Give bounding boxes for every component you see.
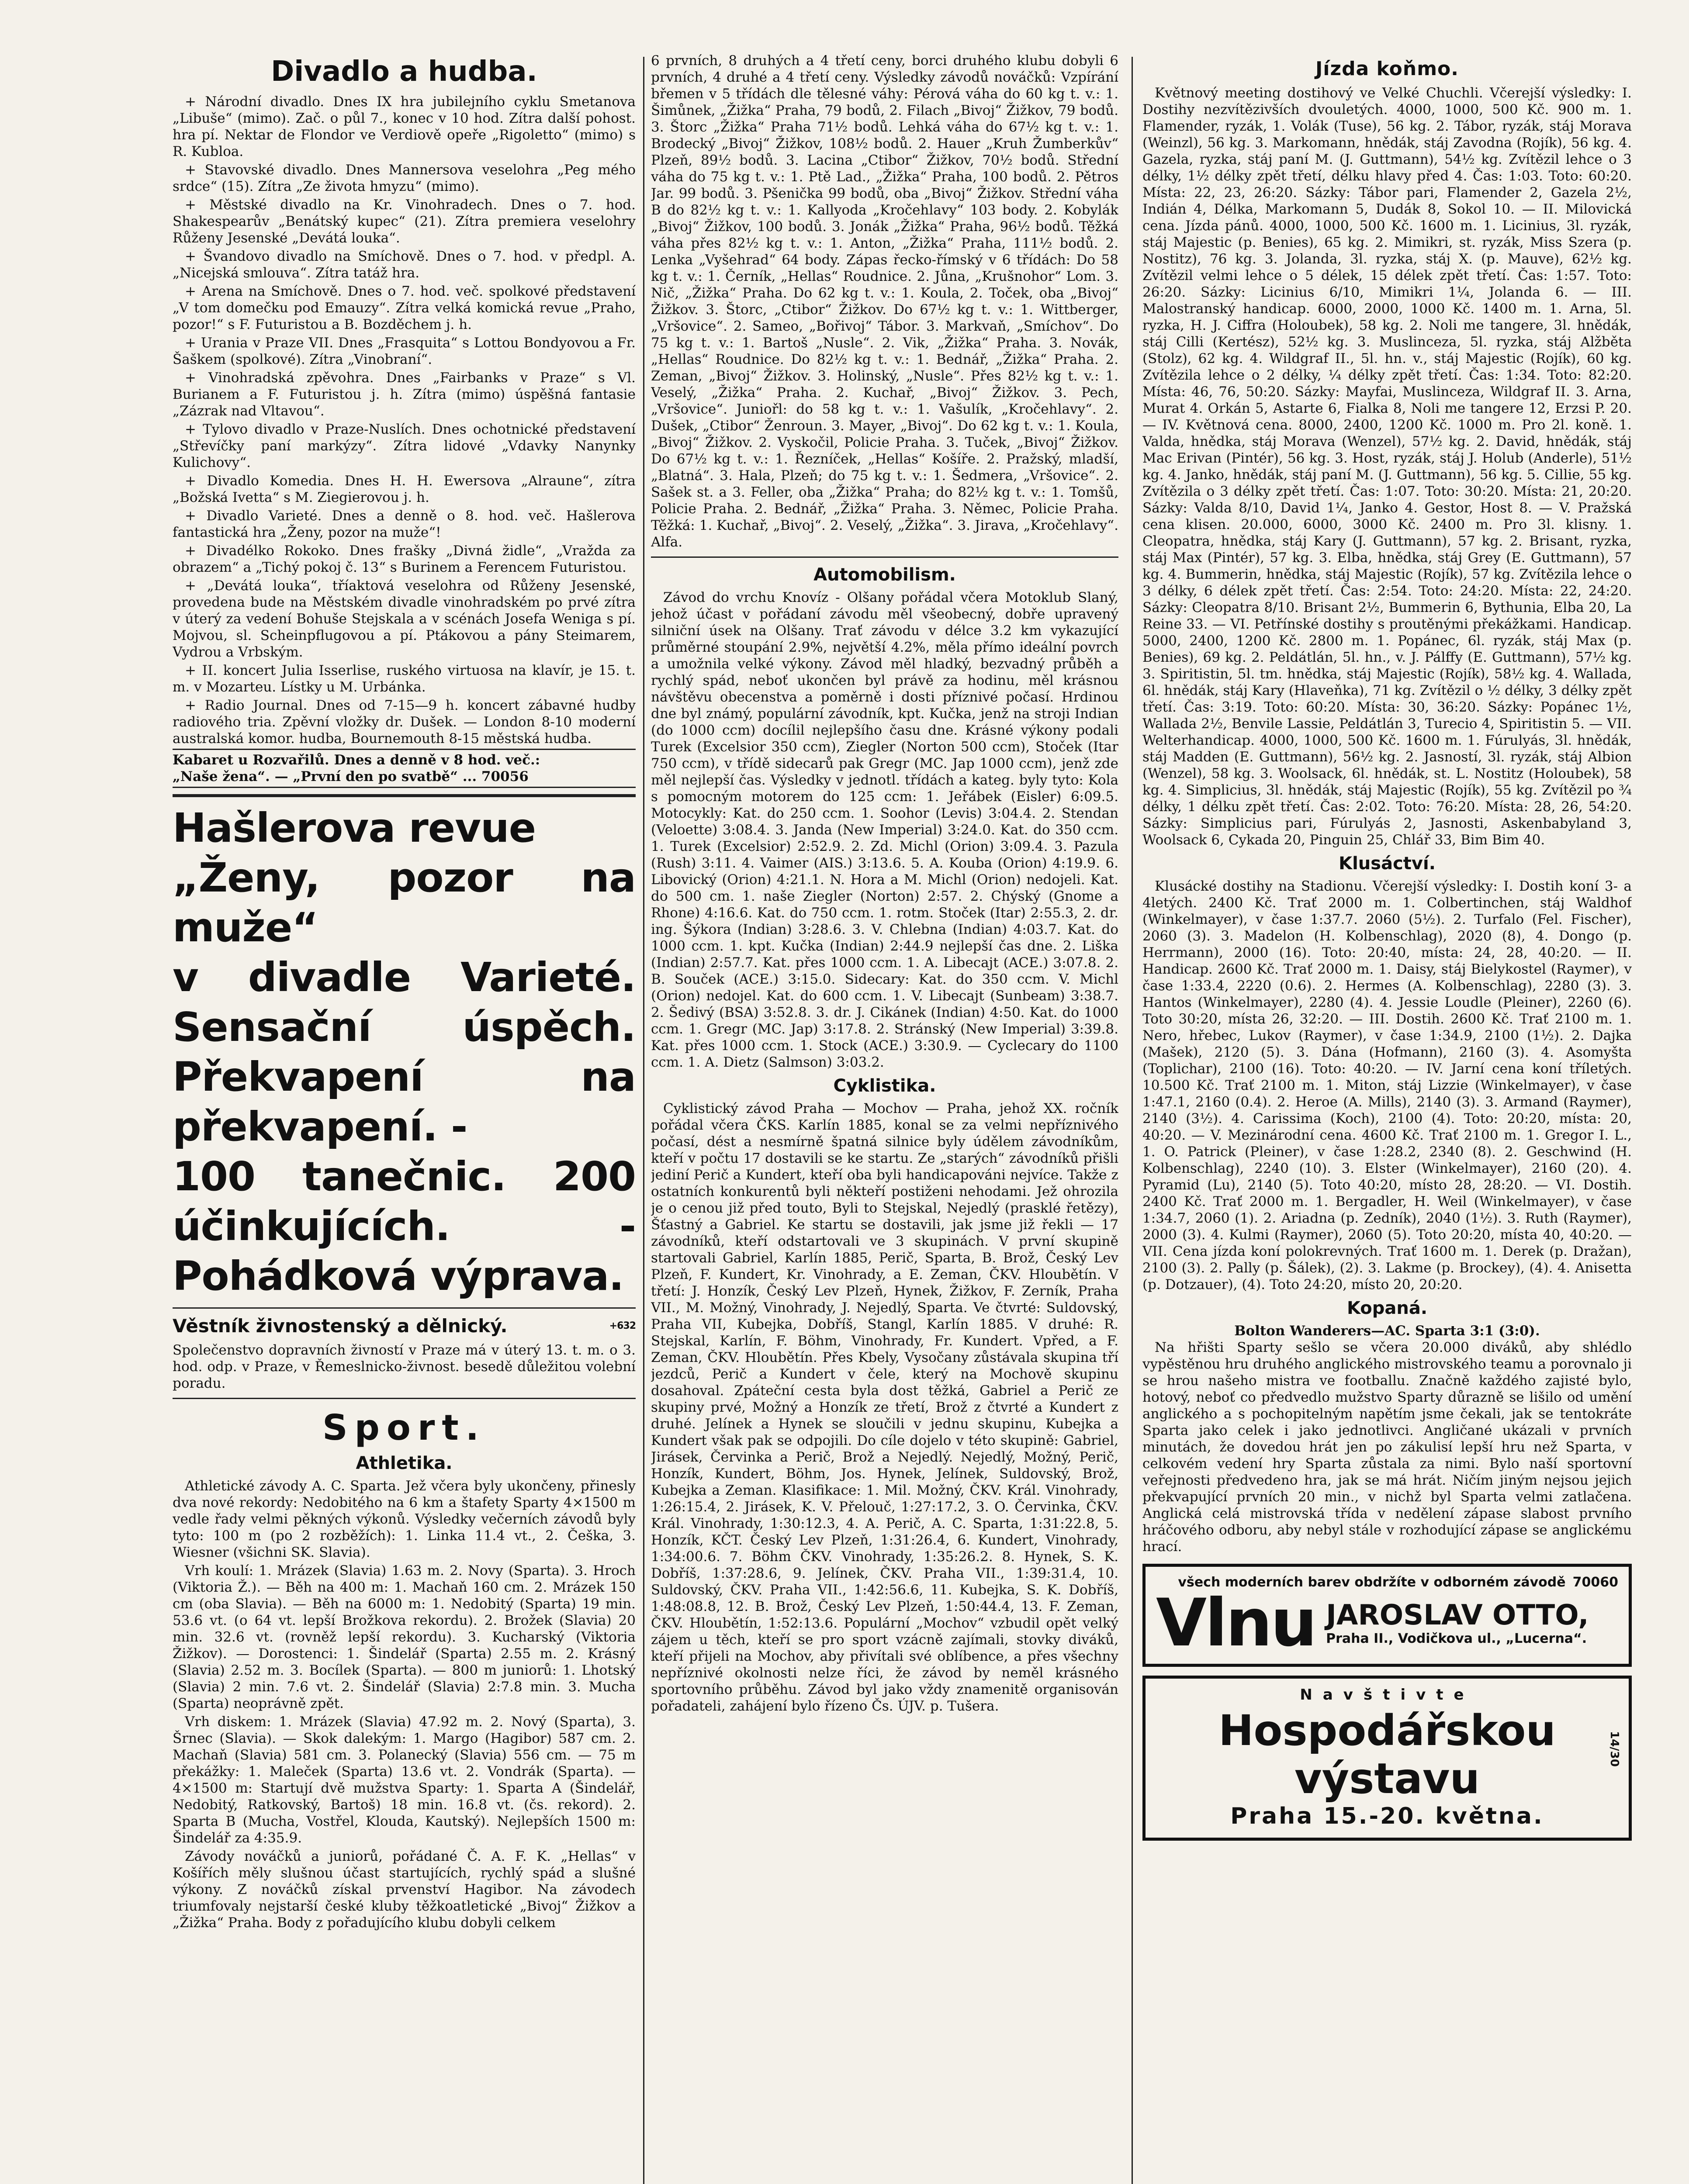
kabaret-line: „Naše žena“. — „První den po svatbě“ ... 70056 — [173, 769, 529, 784]
hasler-line: „Ženy, pozor na muže“ — [173, 854, 636, 951]
divadlo-item: + II. koncert Julia Isserlise, ruského virtuosa na klavír, je 15. t. m. v Mozarteu. Lístky u M. Urbánka. — [173, 663, 636, 695]
divadlo-item: + Divadlo Komedia. Dnes H. H. Ewersova „Alraune“, zítra „Božská Ivetta“ s M. Ziegierovou j. h. — [173, 473, 636, 505]
match-heading: Bolton Wanderers—AC. Sparta 3:1 (3:0). — [1234, 1323, 1540, 1339]
automobilism-heading: Automobilism. — [813, 565, 956, 585]
divadlo-list — [173, 93, 636, 747]
athletika-paragraph: Závody nováčků a juniorů, pořádané Č. A. F. K. „Hellas“ v Košířích měly slušnou účast startujících, rychlý spád a slušné výkony. Z nováčků získal prvenství Hagibor. Na závodech triumfovaly nejstarší české kluby těžkoatletické „Bivoj“ Žižkov a „Žižka“ Praha. Body z pořadujícího klubu dobyli celkem — [173, 1849, 636, 1931]
divadlo-item: + Tylovo divadlo v Praze-Nuslích. Dnes ochotnické představení „Střevíčky paní markýzy“. Zítra lidové „Vdavky Nanynky Kulichovy“. — [173, 422, 636, 470]
cyklistika-heading: Cyklistika. — [833, 1076, 936, 1096]
divadlo-item: + Městské divadlo na Kr. Vinohradech. Dnes o 7. hod. Shakespearův „Benátský kupec“ (21). Zítra premiera veselohry Růženy Jesenské „Devátá louka“. — [173, 197, 636, 246]
hasler-line: v divadle Varieté. Sensační úspěch. Překvapení na překvapení. - — [173, 954, 636, 1150]
cyklistika-text: Cyklistický závod Praha — Mochov — Praha, jehož XX. ročník pořádal včera ČKS. Karlín 1885, konal se za velmi nepříznivého počasí, dést a nesmírně špatná silnice byly údělem závodníkům, kteří v počtu 17 dostavili se ke startu. Ze „starých“ závodníků přišli jediní Perič a Kundert, kteří oba byli handicapováni nejvíce. Takže z ostatních konkurentů byli někteří postiženi nehodami. Jež ohrozila je o cenou již před touto, Byli to Stejskal, Nejedlý (prasklé řetězy), Šťastný a Gabriel. Ke startu se dostavili, jak jsme již řekli — 17 závodníků, kteří odstartovali ve 3 skupinách. V první skupině startovali Gabriel, Karlín 1885, Perič, Sparta, B. Brož, Český Lev Plzeň, F. Kundert, Kr. Vinohrady, a E. Zeman, ČKV. Hloubětín. V třetí: J. Honzík, Český Lev Plzeň, Hynek, Žižkov, F. Zerník, Praha VII., M. Možný, Vinohrady, J. Nejedlý, Sparta. Ve čtvrté: Suldovský, Praha VII, Kubejka, Dobříš, Stangl, Karlín 1885. V druhé: R. Stejskal, Karlín, F. Böhm, Vinohrady, Fr. Kundert. Vpřed, a F. Zeman, ČKV. Hloubětín. Přes Kbely, Vysočany zůstávala skupina tří jezdců, Perič a Kundert v čele, který na Mochově skupinu dosahoval. Zpáteční cesta byla dost těžká, Gabriel a Perič ze skupiny prvé, Možný a Honzík ze třetí, Brož z čtvrté a Kundert z druhé. Jelínek a Hynek se sloučili v jednu skupinu, Kubejka a Kundert však pak se odpojili. Do cíle dojelo v této skupině: Gabriel, Jirásek, Červinka a Perič, Brož a Nejedlý. Nejedlý, Možný, Perič, Honzík, Kundert, Böhm, Jos. Hynek, Jelínek, Suldovský, Brož, Kubejka a Zeman. Klasifikace: 1. Mil. Možný, ČKV. Král. Vinohrady, 1:26:15.4, 2. Jirásek, K. V. Přelouč, 1:27:17.2, 3. O. Červinka, ČKV. Král. Vinohrady, 1:30:12.3, 4. A. Perič, A. C. Sparta, 1:31:22.8, 5. Honzík, KČT. Český Lev Plzeň, 1:31:26.4, 6. Kundert, Vinohrady, 1:34:00.6. 7. Böhm ČKV. Vinohrady, 1:35:26.2. 8. Hynek, S. K. Dobříš, 1:37:28.6, 9. Jelínek, ČKV. Praha VII., 1:39:31.4, 10. Suldovský, ČKV. Praha VII., 1:42:56.6, 11. Kubejka, S. K. Dobříš, 1:48:08.8, 12. B. Brož, Český Lev Plzeň, 1:50:44.4, 13. F. Zeman, ČKV. Hloubětín, 1:52:13.6. Populární „Mochov“ vzbudil opět velký zájem u těch, kteří se pro sport vzácně zajímali, stovky diváků, kteří přijeli na Mochov, aby přivítali své oblíbence, a přes všechny nepříznivé okolnosti nelze říci, že závod by neměl krásného sportovního průběhu. Závod byl jako vždy znamenitě organisován pořadateli, zahájení bylo řízeno Čs. ÚJV. p. Tušera. — [651, 1101, 1118, 1714]
column-divider — [1132, 57, 1133, 2184]
athletika-paragraph: Vrh diskem: 1. Mrázek (Slavia) 47.92 m. 2. Nový (Sparta), 3. Šrnec (Slavia). — Skok dalekým: 1. Margo (Hagibor) 587 cm. 2. Machaň (Slavia) 581 cm. 3. Polanecký (Slavia) 556 cm. — 75 m překážky: 1. Maleček (Sparta) 13.6 vt. 2. Vondrák (Sparta). — 4×1500 m: Startují dvě mužstva Sparty: 1. Sparta A (Šindelář, Nedobitý, Ratkovský, Bartoš) 18 min. 16.8 vt. (čs. rekord). 2. Sparta B (Mucha, Vostřel, Klouda, Kautský). Nejlepších 1500 m: Šindelář za 4:35.9. — [173, 1714, 636, 1846]
jizda-heading: Jízda koňmo. — [1315, 58, 1459, 80]
divider — [173, 1307, 636, 1309]
otto-wool-ad — [1142, 1564, 1632, 1667]
divadlo-item: + Vinohradská zpěvohra. Dnes „Fairbanks v Praze“ s Vl. Burianem a F. Futuristou j. h. Zítra (mimo) úspěšná fantasie „Zázrak nad Vltavou“. — [173, 370, 636, 419]
divadlo-item: + Švandovo divadlo na Smíchově. Dnes o 7. hod. v předpl. A. „Nicejská smlouva“. Zítra tatáž hra. — [173, 249, 636, 281]
divadlo-item: + Divadlo Varieté. Dnes a denně o 8. hod. več. Hašlerova fantastická hra „Ženy, pozor na muže“! — [173, 508, 636, 540]
klusacky-heading: Klusáctví. — [1339, 854, 1436, 874]
hasler-line: Hašlerova revue — [173, 805, 536, 851]
otto-number: 70060 — [1572, 1575, 1618, 1590]
divadlo-item: + Národní divadlo. Dnes IX hra jubilejního cyklu Smetanova „Libuše“ (mimo). Zač. o půl 7., konec v 10 hod. Zítra další pohost. hra pí. Nektar de Flondor ve Verdiově opeře „Rigoletto“ (mimo) s R. Kubloa. — [173, 94, 636, 159]
otto-top-text: všech moderních barev obdržíte v odborném závodě — [1178, 1575, 1566, 1590]
hasler-line: 100 tanečnic. 200 účinkujících. - Pohádková výprava. — [173, 1153, 636, 1299]
middle-column — [651, 52, 1118, 2184]
automobilism-text: Závod do vrchu Knovíz - Olšany pořádal včera Motoklub Slaný, jehož účast v pořádaní závodu měl všeobecný, dobře upravený silniční úsek na Olšany. Trať závodu v délce 3.2 km vykazující průměrné stoupání 2.9%, největší 4.2%, měla přímo ideální povrch a umožnila velké výkony. Závod měl hladký, bezvadný průběh a rychlý spád, neboť ukončen byl právě za hodinu, měl krásnou návštěvu obecenstva a poměrně i dosti příznivé počasí. Hrdinou dne byl známý, populární závodník, kpt. Kučka, jenž na stroji Indian (do 1000 ccm) docílil nejlepšího času dne. Krásné výkony podali Turek (Excelsior 350 ccm), Ziegler (Norton 500 ccm), Stoček (Itar 750 ccm), v třídě sidecarů pak Gregr (MC. Jap 1000 ccm), jenž zde měl nejlepší čas. Výsledky v jednotl. třídách a kateg. byly tyto: Kola s pomocným motorem do 125 ccm: 1. Jeřábek (Eisler) 6:09.5. Motocykly: Kat. do 250 ccm. 1. Soohor (Levis) 3:04.4. 2. Stendan (Veloette) 3:08.4. 3. Janda (New Imperial) 3:24.0. Kat. do 350 ccm. 1. Turek (Excelsior) 2:52.9. 2. Zd. Michl (Orion) 3:09.4. 3. Pazula (Rush) 3:11. 4. Vaimer (AIS.) 3:13.6. 5. A. Kouba (Orion) 4:19.9. 6. Libovický (Orion) 4:21.1. N. Hora a M. Michl (Orion) nedojeli. Kat. do 500 cm. 1. naše Ziegler (Norton) 2:57. 2. Chýský (Gnome a Rhone) 4:16.6. Kat. do 750 ccm. 1. rotm. Stoček (Itar) 2:55.3, 2. dr. ing. Šýkora (Indian) 3:28.6. 3. V. Chlebna (Indian) 4:03.7. Kat. do 1000 ccm. 1. kpt. Kučka (Indian) 2:44.9 nejlepší čas dne. 2. Liška (Indian) 2:57.7. Kat. přes 1000 ccm. 1. A. Libecajt (ACE.) 3:07.8. 2. B. Souček (ACE.) 3:15.0. Sidecary: Kat. do 350 ccm. V. Michl (Orion) nedojel. Kat. do 600 ccm. 1. V. Libecajt (Sunbeam) 3:38.7. 2. Šedivý (BSA) 3:52.8. 3. dr. J. Cikánek (Indian) 4:50. Kat. do 1000 ccm. 1. Gregr (MC. Jap) 3:17.8. 2. Stránský (New Imperial) 3:39.8. Kat. přes 1000 ccm. 1. Stock (ACE.) 3:30.9. — Cyclecary do 1100 ccm. 1. A. Dietz (Salmson) 3:03.2. — [651, 590, 1118, 1070]
expo-title: Hospodářskou výstavu — [1218, 1706, 1556, 1803]
kabaret-line: Kabaret u Rozvařilů. Dnes a denně v 8 hod. več.: — [173, 752, 540, 768]
divider — [173, 1398, 636, 1399]
otto-big-word: Vlnu — [1156, 1585, 1316, 1661]
otto-main — [1156, 1585, 1618, 1661]
sport-heading: Sport. — [322, 1407, 486, 1448]
divadlo-item: + Urania v Praze VII. Dnes „Frasquita“ s Lottou Bondyovou a Fr. Šaškem (spolkové). Zítra „Vinobraní“. — [173, 335, 636, 367]
otto-address: Praha II., Vodičkova ul., „Lucerna“. — [1326, 1631, 1587, 1646]
divadlo-item: + Divadélko Rokoko. Dnes frašky „Divná židle“, „Vražda za obrazem“ a „Tichý pokoj č. 13“ s Burinem a Ferencem Futuristou. — [173, 543, 636, 575]
athletika-paragraph: Vrh koulí: 1. Mrázek (Slavia) 1.63 m. 2. Novy (Sparta). 3. Hroch (Viktoria Ž.). — Běh na 400 m: 1. Machaň 160 cm. 2. Mrázek 150 cm (oba Slavia). — Běh na 6000 m: 1. Nedobitý (Sparta) 19 min. 53.6 vt. (o 64 vt. lepší Brožkova rekordu). 2. Brožek (Slavia) 20 min. 32.6 vt. (rovněž lepší rekordu). 3. Kucharský (Viktoria Žižkov). — Dorostenci: 1. Šindelář (Sparta) 2.55 m. 2. Krásný (Slavia) 2.52 m. 3. Bocílek (Sparta). — 800 m juniorů: 1. Lhotský (Slavia) 2 min. 7.6 vt. 2. Šindelář (Slavia) 2:7.8 min. 3. Mucha (Sparta) neoprávně zpět. — [173, 1563, 636, 1711]
right-column — [1142, 52, 1632, 2184]
weightlifting-results: 6 prvních, 8 druhých a 4 třetí ceny, borci druhého klubu dobyli 6 prvních, 4 druhé a 4 třetí ceny. Výsledky závodů nováčků: Vzpírání břemen v 5 třídách dle tělesné váhy: Pérová váha do 60 kg t. v.: 1. Šimůnek, „Žižka“ Praha, 79 bodů, 2. Filach „Bivoj“ Žižkov, 79 bodů. 3. Štorc „Žižka“ Praha 71½ bodů. Lehká váha do 67½ kg t. v.: 1. Brodecký „Bivoj“ Žižkov, 108½ bodů. 2. Hauer „Kruh Žumberkův“ Plzeň, 89½ bodů. 3. Lacina „Ctibor“ Žižkov, 70½ bodů. Střední váha do 75 kg t. v.: 1. Ptě Lad., „Žižka“ Praha, 100 bodů. 2. Pětros Jar. 99 bodů. 3. Pšenička 99 bodů, oba „Bivoj“ Žižkov. Střední váha B do 82½ kg t. v.: 1. Kallyoda „Kročehlavy“ 103 body. 2. Kobylák „Bivoj“ Žižkov, 100 bodů. 3. Jonák „Žižka“ Praha, 96½ bodů. Těžká váha přes 82½ kg t. v.: 1. Anton, „Žižka“ Praha, 111½ bodů. 2. Lenka „Vyšehrad“ 64 body. Zápas řecko-římský v 6 třídách: Do 58 kg t. v.: 1. Černík, „Hellas“ Roudnice. 2. Jůna, „Krušnohor“ Lom. 3. Nič, „Žižka“ Praha. Do 62 kg t. v.: 1. Koula, 2. Toček, oba „Bivoj“ Žižkov. 3. Štorc, „Ctibor“ Žižkov. Do 67½ kg t. v.: 1. Wittberger, „Vršovice“. 2. Sameo, „Bořivoj“ Tábor. 3. Markvaň, „Smíchov“. Do 75 kg t. v.: 1. Bartoš „Nusle“. 2. Vik, „Žižka“ Praha. 3. Novák, „Hellas“ Roudnice. Do 82½ kg t. v.: 1. Bednář, „Žižka“ Praha. 2. Zeman, „Bivoj“ Žižkov. 3. Holinský, „Nusle“. Přes 82½ kg t. v.: 1. Veselý, „Žižka“ Praha. 2. Kuchař, „Bivoj“ Žižkov. 3. Pech, „Vršovice“. Juniořl: do 58 kg t. v.: 1. Vašulík, „Kročehlavy“. 2. Dušek, „Ctibor“ Ženroun. 3. Mayer, „Bivoj“. Do 62 kg t. v.: 1. Koula, „Bivoj“ Žižkov. 2. Vyskočil, Policie Praha. 3. Tuček, „Bivoj“ Žižkov. Do 67½ kg t. v.: 1. Řezníček, „Hellas“ Košíře. 2. Pražský, mladší, „Blatná“. 3. Hala, Plzeň; do 75 kg t. v.: 1. Šedmera, „Vršovice“. 2. Sašek st. a 3. Feller, oba „Žižka“ Praha; do 82½ kg t. v.: 1. Tomšů, Policie Praha. 2. Bednář, „Žižka“ Praha. 3. Němec, Policie Praha. Těžká: 1. Kuchař, „Bivoj“. 2. Veselý, „Žižka“. 3. Jirava, „Kročehlavy“. Alfa. — [651, 53, 1118, 550]
athletika-paragraph: Athletické závody A. C. Sparta. Jež včera byly ukončeny, přinesly dva nové rekordy: Nedobitého na 6 km a štafety Sparty 4×1500 m vedle řady velmi pěkných výkonů. Výsledky večerních závodů byly tyto: 100 m (po 2 rozběžích): 1. Linka 11.4 vt., 2. Češka, 3. Wiesner (všichni SK. Slavia). — [173, 1478, 636, 1560]
klusacky-text: Klusácké dostihy na Stadionu. Včerejší výsledky: I. Dostih koní 3- a 4letých. 2400 Kč. Trať 2000 m. 1. Colbertinchen, stáj Waldhof (Winkelmayer), v čase 1:37.7. 2060 (5½). 2. Turfalo (Fel. Fischer), 2060 (3). 3. Madelon (H. Kolbenschlag), 2020 (8), 4. Dongo (p. Herrmann), 2000 (16). Toto: 20:40, místa: 24, 28, 40:20. — II. Handicap. 2600 Kč. Trať 2000 m. 1. Daisy, stáj Bielykostel (Raymer), v čase 1:33.4, 2220 (0.6). 2. Hermes (A. Kolbenschlag), 2280 (3). 3. Hantos (Winkelmayer), 2280 (4). 4. Jessie Loudle (Pleiner), 2260 (6). Toto 30:20, místa 26, 32:20. — III. Dostih. 2600 Kč. Trať 2100 m. 1. Nero, hřebec, Lukov (Raymer), v čase 1:34.9, 2100 (1½). 2. Dajka (Mašek), 2120 (5). 3. Dána (Hofmann), 2160 (3). 4. Asomyšta (Toplichar), 2100 (16). Toto: 40:20. — IV. Jarní cena koní tříletých. 10.500 Kč. Trať 2100 m. 1. Miton, stáj Lizzie (Winkelmayer), v čase 1:47.1, 2160 (0.4). 2. Heroe (A. Mills), 2140 (3). 3. Armand (Raymer), 2140 (3½). 4. Carissima (Koch), 2100 (4). Toto: 20:20, místa: 20, 40:20. — V. Mezinárodní cena. 4600 Kč. Trať 2100 m. 1. Gregor I. L., 1. O. Patrick (Pleiner), v čase 1:28.2, 2340 (8). 2. Geschwind (H. Kolbenschlag), 2240 (10). 3. Elster (Winkelmayer), 2160 (20). 4. Pyramid (Lu), 2140 (5). Toto 40:20, místo 28, 28:20. — VI. Dostih. 2400 Kč. Trať 2000 m. 1. Bergadler, H. Weil (Winkelmayer), v čase 1:34.7, 2060 (1). 2. Ariadna (p. Zedník), 2040 (1½). 3. Ruth (Raymer), 2000 (3). 4. Kulmi (Raymer), 2060 (5). Toto 20:20, místa 40, 40:20. — VII. Cena jízda koní polokrevných. Trať 1600 m. 1. Derek (p. Dražan), 2100 (3). 2. Pally (p. Šálek), (2). 3. Lakme (p. Brockey), (4). 4. Anisetta (p. Dotzauer), (4). Toto 24:20, místo 20, 20:20. — [1142, 878, 1632, 1292]
athletika-heading: Athletika. — [356, 1453, 453, 1473]
divadlo-item: + Radio Journal. Dnes od 7-15—9 h. koncert zábavné hudby radiového tria. Zpěvní vložky dr. Dušek. — London 8-10 moderní australská komor. hudba, Bournemouth 8-15 městská hudba. — [173, 698, 636, 746]
divadlo-item: + Stavovské divadlo. Dnes Mannersova veselohra „Peg mého srdce“ (15). Zítra „Ze života hmyzu“ (mimo). — [173, 162, 636, 194]
expo-ad — [1142, 1676, 1632, 1841]
ad-number: +632 — [609, 1320, 636, 1331]
kopana-heading: Kopaná. — [1346, 1298, 1428, 1318]
otto-name: JAROSLAV OTTO, — [1326, 1599, 1589, 1631]
left-column — [173, 52, 636, 2184]
divadlo-item: + Arena na Smíchově. Dnes o 7. hod. več. spolkové představení „V tom domečku pod Emauzy“. Zítra velká komická revue „Praho, pozor!“ s F. Futuristou a B. Bozděchem j. h. — [173, 283, 636, 332]
otto-contact — [1326, 1600, 1589, 1647]
expo-visit: Navštivte — [1300, 1686, 1474, 1704]
jizda-text: Květnový meeting dostihový ve Velké Chuchli. Včerejší výsledky: I. Dostihy nezvítězivších dvouletých. 4000, 1000, 500 Kč. 900 m. 1. Flamender, ryzák, 1. Volák (Tuse), 56 kg. 2. Tábor, ryzák, stáj Morava (Weinzl), 56 kg. 3. Markomann, hnědák, stáj Zavodna (Rojík), 56 kg. 4. Gazela, ryzka, stáj paní M. (J. Guttmann), 54½ kg. Zvítězil lehce o 3 délky, 1½ délky zpět třetí, délku hlavy před 4. Čas: 1:03. Toto: 60:20. Místa: 22, 23, 26:20. Sázky: Tábor pari, Flamender 2, Gazela 2½, Indián 4, Délka, Markomann 5, Dudák 8, Sokol 10. — II. Milovická cena. Jízda pánů. 4000, 1000, 500 Kč. 1600 m. 1. Licinius, 3l. ryzák, stáj Majestic (p. Benies), 65 kg. 2. Mimikri, st. ryzák, Miss Szera (p. Nostitz), 76 kg. 3. Jolanda, 3l. ryzka, stáj X. (p. Mauve), 62½ kg. Zvítězil velmi lehce o 5 délek, 15 délek zpět třetí. Čas: 1:57. Toto: 26:20. Sázky: Licinius 6/10, Mimikri 1¼, Jolanda 6. — III. Malostranský handicap. 6000, 2000, 1000 Kč. 1400 m. 1. Arna, 5l. ryzka, H. J. Ciffra (Holoubek), 58 kg. 2. Noli me tangere, 3l. hnědák, stáj Cilli (Kertész), 52½ kg. 3. Muslinceza, 5l. ryzka, stáj Alžběta (Stolz), 62 kg. 4. Wildgraf II., 5l. hn. v., stáj Majestic (Rojík), 60 kg. Zvítězila lehce o 2 délky, ¼ délky zpět třetí. Čas: 1:34. Toto: 82:20. Místa: 46, 76, 50:20. Sázky: Mayfai, Muslinceza, Wildgraf II. 3. Arna, Murat 4. Orkán 5, Astarte 6, Fialka 8, Noli me tangere 12, Erzsi P. 20. — IV. Květnová cena. 8000, 2400, 1200 Kč. 1000 m. Pro 2l. koně. 1. Valda, hnědka, stáj Morava (Wenzel), 57½ kg. 2. David, hnědák, stáj Mac Erivan (Pintér), 56 kg. 3. Host, ryzák, stáj J. Holub (Anderle), 51½ kg. 4. Janko, hnědák, stáj paní M. (J. Guttmann), 56 kg. 5. Cillie, 55 kg. Zvítězila o 3 délky zpět třetí. Čas: 1:07. Toto: 30:20. Místa: 21, 20:20. Sázky: Valda 8/10, David 1¼, Janko 4. Gestor, Host 8. — V. Pražská cena klisen. 20.000, 6000, 3000 Kč. 2400 m. Pro 3l. klisny. 1. Cleopatra, hnědka, stáj Kary (J. Guttmann), 57 kg. 2. Brisant, ryzka, stáj Max (Pintér), 57 kg. 3. Elba, hnědka, stáj Grey (E. Guttmann), 57 kg. 4. Bummerin, hnědka, stáj Majestic (Rojík), 57 kg. Zvítězila lehce o 3 délky, 6 délek zpět třetí. Čas: 2:54. Toto: 24:20. Místa: 22, 24:20. Sázky: Cleopatra 8/10. Brisant 2½, Bummerin 6, Bythunia, Elba 20, La Reine 33. — VI. Petřínské dostihy s proutěnými překážkami. Handicap. 5000, 2400, 1200 Kč. 2800 m. 1. Popánec, 6l. ryzák, stáj Max (p. Benies), 69 kg. 2. Peldátlán, 5l. hn., v. J. Pálffy (E. Guttmann), 57½ kg. 3. Spiritistin, 5l. tm. hnědka, stáj Majestic (Rojík), 58½ kg. 4. Wallada, 6l. hnědák, stáj Kary (Hlaveňka), 71 kg. Zvítězil o ½ délky, 3 délky zpět třetí. Čas: 3:19. Toto: 60:20. Místa: 30, 36:20. Sázky: Popánec 1½, Wallada 2½, Benvile Lassie, Peldátlán 3, Turecio 4, Spiritistin 5. — VII. Welterhandicap. 4000, 1000, 500 Kč. 1600 m. 1. Fúrulyás, 3l. hnědák, stáj Madden (E. Guttmann), 56½ kg. 2. Jasností, 3l. ryzák, stáj Albion (Wenzel), 58 kg. 3. Woolsack, 6l. hnědák, st. L. Nostitz (Holoubek), 58 kg. 4. Simplicius, 3l. hnědák, stáj Majestic (Rojík), 55 kg. Zvítězil po ¾ délky, 1 délku zpět třetí. Čas: 2:02. Toto: 76:20. Místa: 28, 26, 54:20. Sázky: Simplicius pari, Fúrulyás 2, Jasnosti, Askenbabyland 3, Woolsack 6, Cykada 20, Pinguin 25, Chlář 33, Bim Bim 40. — [1142, 85, 1632, 848]
kabaret-notice — [173, 749, 636, 788]
expo-number: 14/30 — [1608, 1731, 1621, 1767]
match-text: Na hřišti Sparty sešlo se včera 20.000 diváků, aby shlédlo vypěstěnou hru druhého anglického mistrovského teamu a porovnalo ji se hrou našeho mistra ve footballu. Značně každého zajisté bylo, hotový, neboť co předvedlo mužstvo Sparty důrazně se lišilo od umění anglického a s pochopitelným napětím jsme čekali, jak se tentokráte Sparta jako celek i jako jednotlivci. Angličané ukázali v prvních minutách, že dovedou hrát jen po zákulisí lepší hru než Sparta, v celkovém vedení hry Sparta zůstala za nimi. Bylo naší sportovní veřejnosti předvedeno hra, jak se má hrát. Ničím jiným nejsou jejich překvapující prvních 20 min., v nichž byl Sparta velmi zatlačena. Anglická celá mistrovská třída v nedělení zápase slabost prvního hráčového odboru, aby nebyl stále v rozhodující zápase se anglickému hrací. — [1142, 1340, 1632, 1555]
vestnik-heading: Věstník živnostenský a dělnický. — [173, 1315, 508, 1337]
divadlo-item: + „Devátá louka“, tříaktová veselohra od Růženy Jesenské, provedena bude na Městském divadle vinohradském po prvé zítra v úterý za vedení Bohuše Stejskala a v scénách Josefa Wenigа s pí. Mojvou, sl. Scheinpflugovou a pí. Ptákovou a pány Steimarem, Vydrou a Vrbským. — [173, 578, 636, 660]
divadlo-heading: Divadlo a hudba. — [271, 55, 537, 88]
divider — [173, 794, 636, 797]
expo-dates: Praha 15.-20. května. — [1230, 1803, 1544, 1829]
vestnik-text: Společenstvo dopravních živností v Praze má v úterý 13. t. m. o 3. hod. odp. v Praze, v Řemeslnicko-živnost. besedě důležitou volební poradu. — [173, 1342, 636, 1391]
column-divider — [643, 57, 644, 2184]
divider — [651, 556, 1118, 558]
